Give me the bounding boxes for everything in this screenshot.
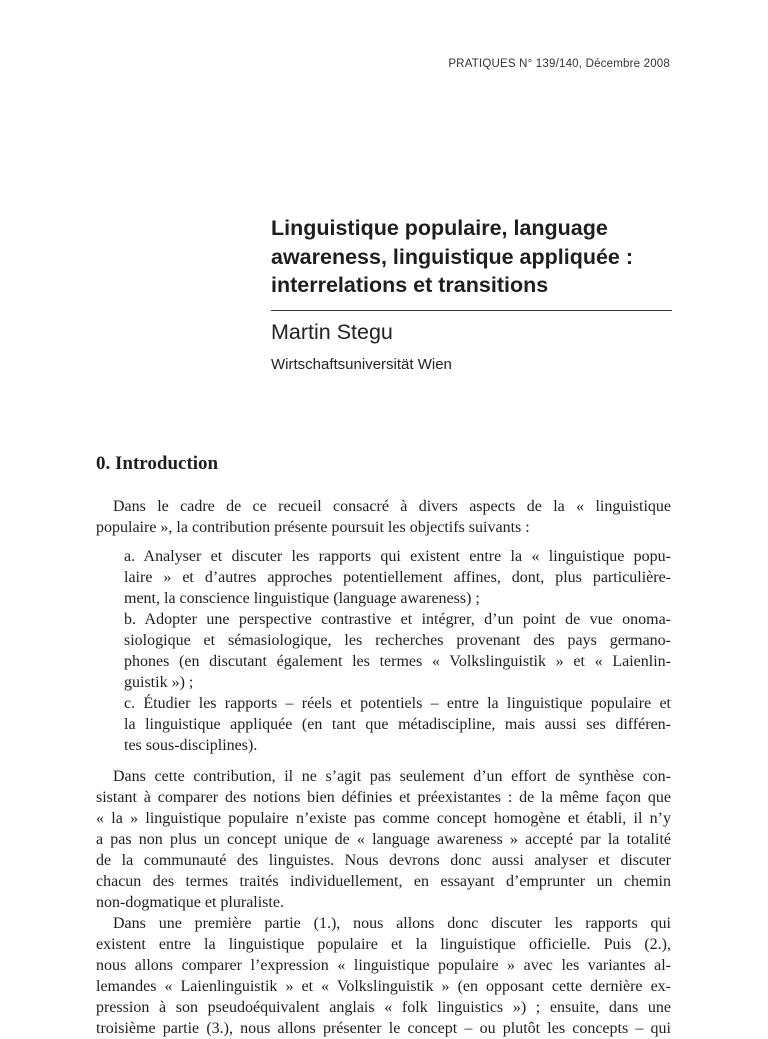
text-line: sistant à comparer des notions bien définies et préexistantes : de la même façon que — [96, 789, 671, 806]
list-item-line: siologique et sémasiologique, les recherches provenant des pays germano- — [124, 632, 671, 649]
list-item-line: phones (en discutant également les termes « Volkslinguistik » et « Laienlin- — [124, 653, 671, 670]
list-item-line: laire » et d’autres approches potentiellement affines, dont, plus particulière- — [124, 569, 671, 586]
article-title-line: awareness, linguistique appliquée : — [271, 244, 634, 269]
author-name: Martin Stegu — [271, 320, 393, 344]
list-item-line: la linguistique appliquée (en tant que métadiscipline, mais aussi ses différen- — [124, 716, 671, 733]
list-item-line: b. Adopter une perspective contrastive et intégrer, d’un point de vue onoma- — [124, 611, 671, 628]
text-line: a pas non plus un concept unique de « language awareness » accepté par la totalité — [96, 831, 671, 848]
list-item-line: a. Analyser et discuter les rapports qui existent entre la « linguistique popu- — [124, 548, 671, 565]
text-line: lemandes « Laienlinguistik » et « Volkslinguistik » (en opposant cette dernière ex- — [96, 978, 671, 995]
article-title — [271, 214, 672, 300]
list-item-line: tes sous-disciplines). — [124, 737, 258, 754]
section-heading: 0. Introduction — [96, 453, 219, 474]
author-affiliation: Wirtschaftsuniversität Wien — [271, 356, 452, 373]
list-item-line: c. Étudier les rapports – réels et potentiels – entre la linguistique populaire et — [124, 695, 671, 712]
text-line: Dans cette contribution, il ne s’agit pas seulement d’un effort de synthèse con- — [113, 768, 671, 785]
text-line: de la communauté des linguistes. Nous devrons donc aussi analyser et discuter — [96, 852, 671, 869]
list-item-line: guistik ») ; — [124, 674, 194, 691]
article-title-line: Linguistique populaire, language — [271, 216, 608, 240]
text-line: « la » linguistique populaire n’existe pas comme concept homogène et établi, il n’y — [96, 810, 671, 827]
title-divider — [271, 310, 672, 311]
text-line: pression à son pseudoéquivalent anglais « folk linguistics ») ; ensuite, dans une — [96, 999, 671, 1016]
text-line: troisième partie (3.), nous allons présenter le concept – ou plutôt les concepts – qui — [96, 1020, 671, 1037]
text-line: populaire », la contribution présente poursuit les objectifs suivants : — [96, 519, 530, 536]
article-title-line: interrelations et transitions — [271, 273, 549, 297]
text-line: Dans une première partie (1.), nous allons donc discuter les rapports qui — [113, 915, 671, 932]
text-line: non-dogmatique et pluraliste. — [96, 894, 284, 911]
text-line: existent entre la linguistique populaire et la linguistique officielle. Puis (2.), — [96, 936, 671, 953]
text-line: Dans le cadre de ce recueil consacré à divers aspects de la « linguistique — [113, 498, 671, 515]
text-line: nous allons comparer l’expression « linguistique populaire » avec les variantes al- — [96, 957, 671, 974]
list-item-line: ment, la conscience linguistique (language awareness) ; — [124, 590, 480, 607]
journal-header: PRATIQUES N° 139/140, Décembre 2008 — [448, 58, 670, 70]
text-line: chacun des termes traités individuellement, en essayant d’emprunter un chemin — [96, 873, 671, 890]
